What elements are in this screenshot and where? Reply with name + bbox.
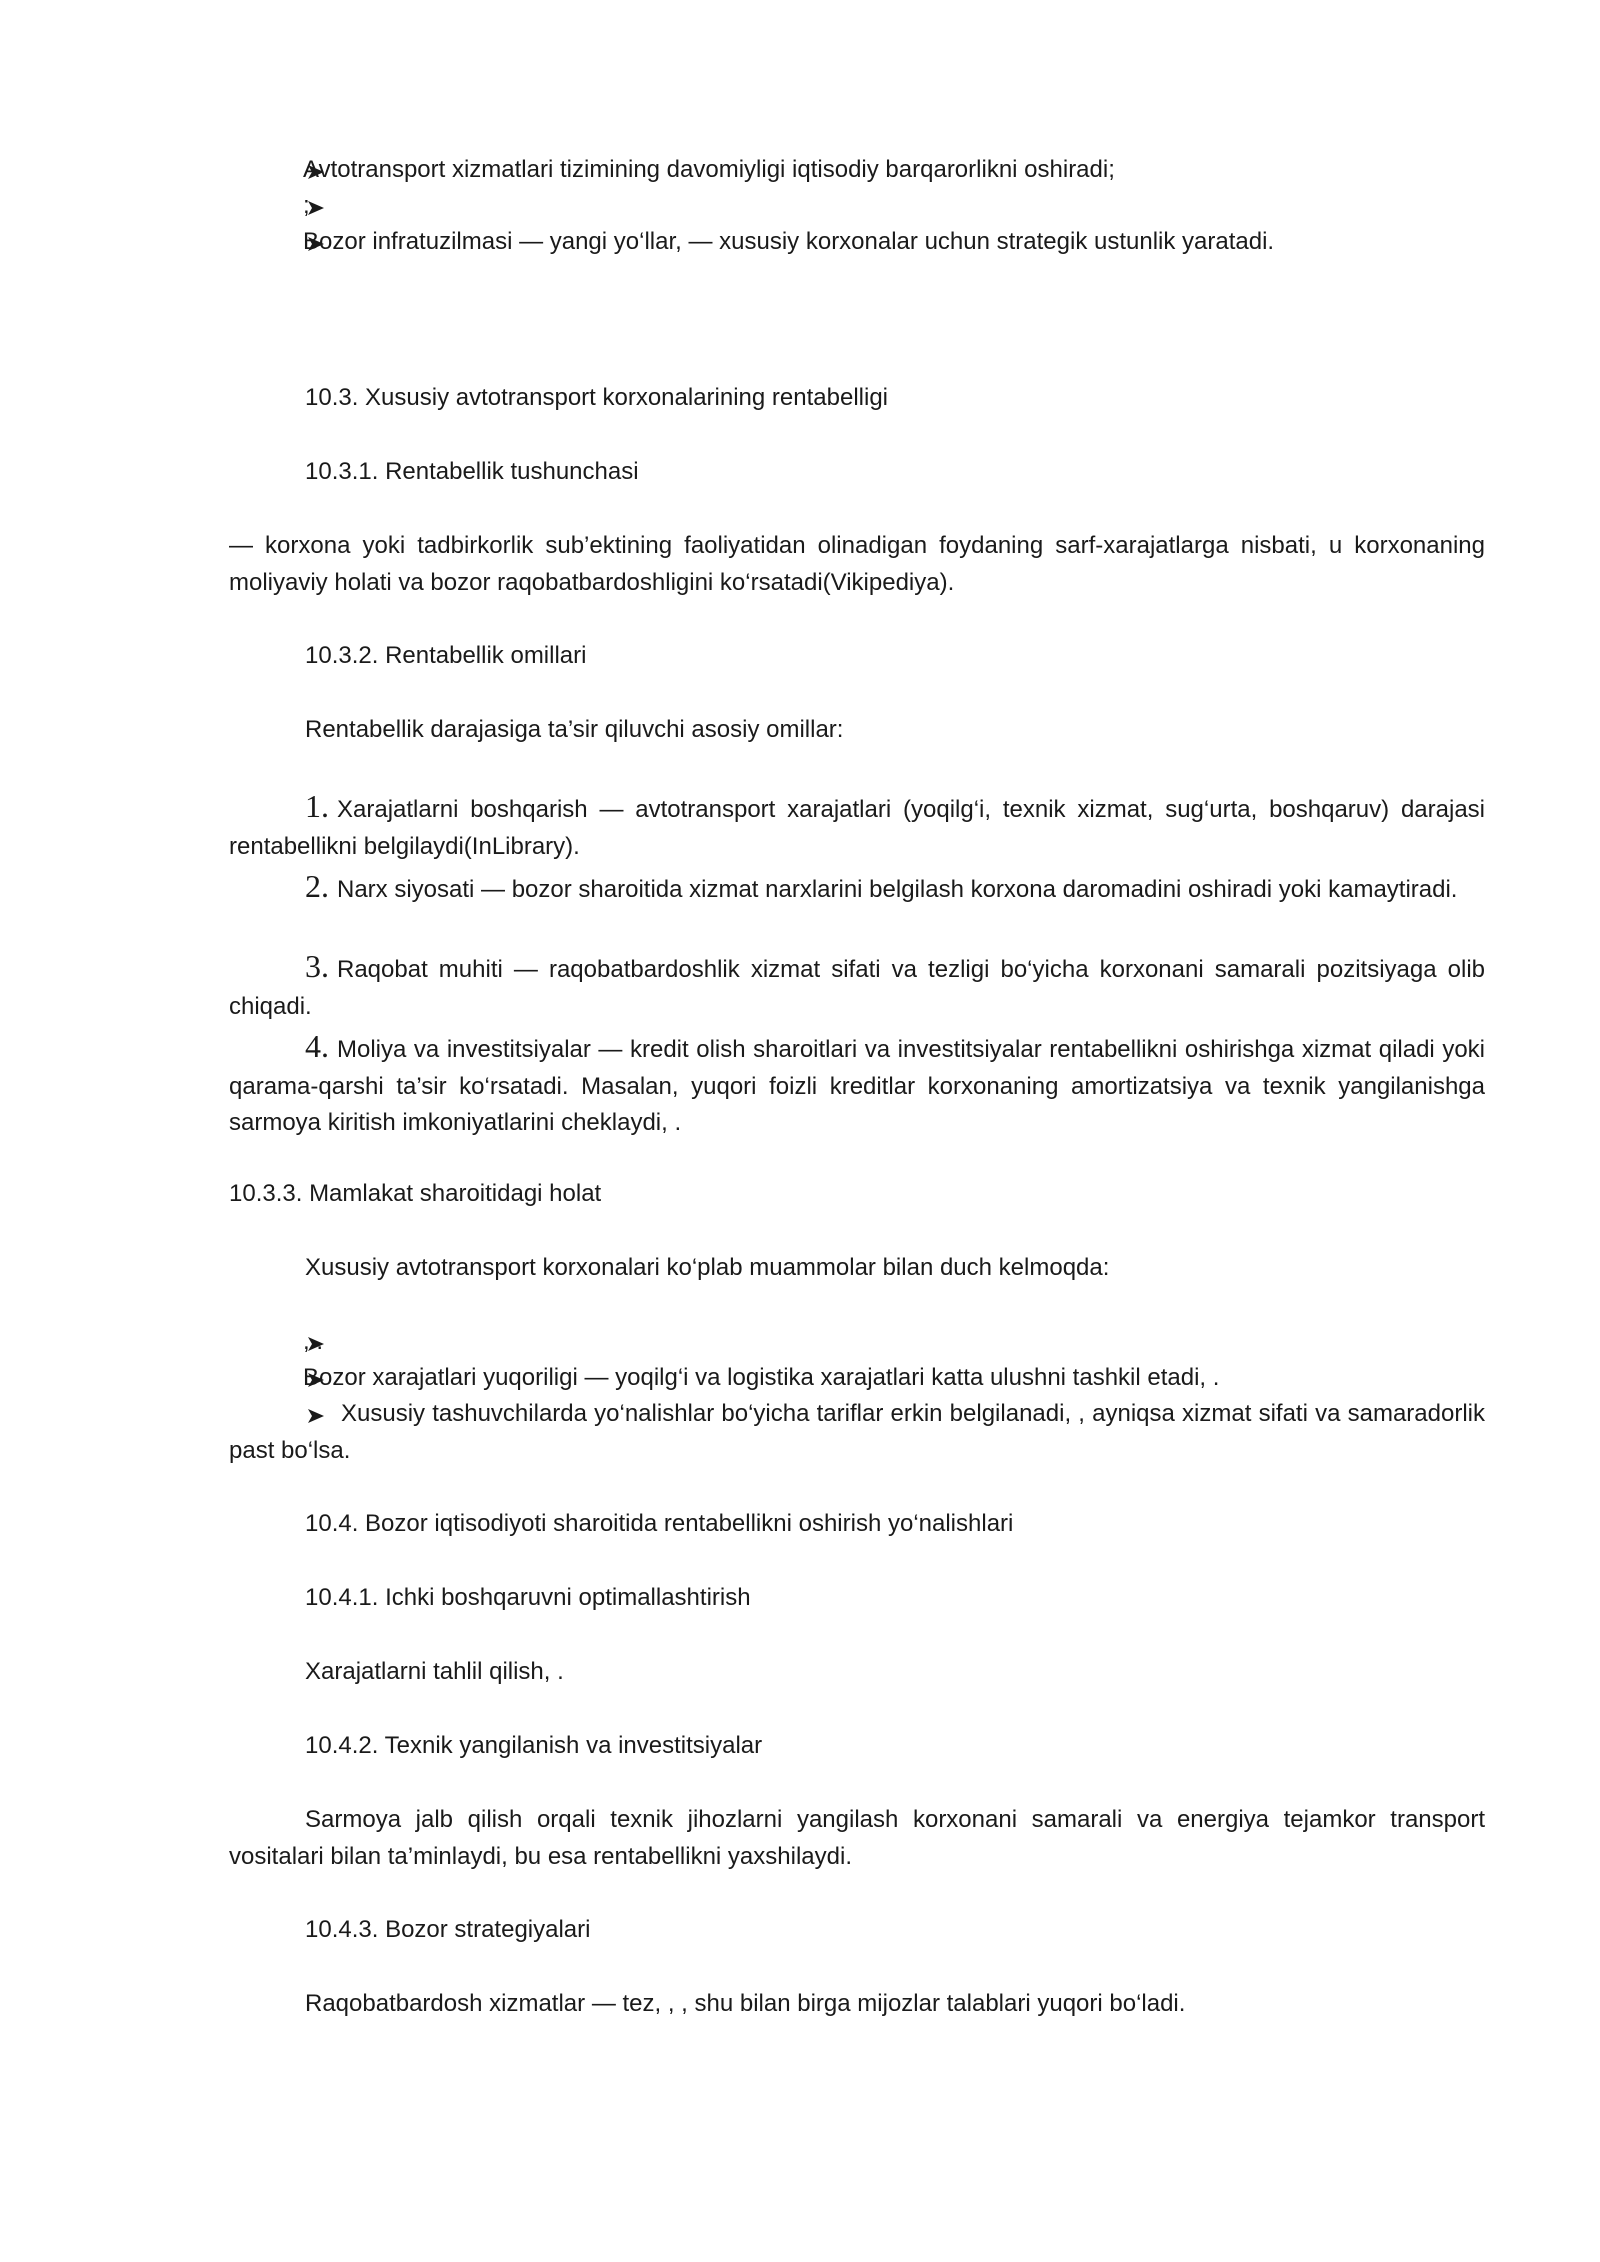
section-heading-10-3: 10.3. Xususiy avtotransport korxonalarining rentabelligi <box>305 384 888 411</box>
definition-paragraph: — korxona yoki tadbirkorlik sub’ektining faoliyatidan olinadigan foydaning sarf-xarajatlarga nisbati, u korxonaning moliyaviy holati va bozor raqobatbardoshligini ko‘rsatadi(Vikipediya). <box>229 532 1485 596</box>
strategy-paragraph: Raqobatbardosh xizmatlar — tez, , , shu bilan birga mijozlar talablari yuqori bo‘ladi. <box>305 1990 1186 2017</box>
factor-number: 1. <box>305 788 329 824</box>
costs-paragraph: Xarajatlarni tahlil qilish, . <box>305 1658 564 1685</box>
tech-paragraph: Sarmoya jalb qilish orqali texnik jihozlarni yangilash korxonani samarali va energiya tejamkor transport vositalari bilan ta’minlaydi, bu esa rentabellikni yaxshilaydi. <box>229 1806 1485 1870</box>
section-heading-10-3-2: 10.3.2. Rentabellik omillari <box>305 642 587 669</box>
section-heading-10-4-3: 10.4.3. Bozor strategiyalari <box>305 1916 591 1943</box>
bullet-item: , . <box>303 1328 324 1355</box>
bullet-item: Bozor xarajatlari yuqoriligi — yoqilg‘i va logistika xarajatlari katta ulushni tashkil etadi, . <box>303 1364 1220 1391</box>
factor-number: 3. <box>305 948 329 984</box>
section-heading-10-3-3: 10.3.3. Mamlakat sharoitidagi holat <box>229 1180 602 1207</box>
section-heading-10-4-1: 10.4.1. Ichki boshqaruvni optimallashtirish <box>305 1584 751 1611</box>
factor-item <box>229 1028 1485 1142</box>
factor-number: 4. <box>305 1028 329 1064</box>
section-heading-10-4-2: 10.4.2. Texnik yangilanish va investitsiyalar <box>305 1732 763 1759</box>
factor-text: Moliya va investitsiyalar — kredit olish sharoitlari va investitsiyalar rentabellikni oshirishga xizmat qiladi yoki qarama-qarshi ta’sir ko‘rsatadi. Masalan, yuqori foizli kreditlar korxonaning amortizatsiya va texnik yangilanishga sarmoya kiritish imkoniyatlarini cheklaydi, . <box>229 1036 1485 1136</box>
factor-text: Xarajatlarni boshqarish — avtotransport xarajatlari (yoqilg‘i, texnik xizmat, sug‘urta, boshqaruv) darajasi rentabellikni belgilaydi(InLibrary). <box>229 796 1485 860</box>
factor-item <box>229 948 1485 1025</box>
bullet-item: Avtotransport xizmatlari tizimining davomiyligi iqtisodiy barqarorlikni oshiradi; <box>303 156 1115 183</box>
bullet-item: Bozor infratuzilmasi — yangi yo‘llar, — xususiy korxonalar uchun strategik ustunlik yaratadi. <box>303 228 1275 255</box>
bullet-item: ; <box>303 192 310 219</box>
factor-item <box>229 868 1485 909</box>
section-heading-10-3-1: 10.3.1. Rentabellik tushunchasi <box>305 458 639 485</box>
bullet-item: Xususiy tashuvchilarda yo‘nalishlar bo‘yicha tariflar erkin belgilanadi, , ayniqsa xizmat sifati va samaradorlik past bo‘lsa. <box>229 1400 1485 1464</box>
factor-number: 2. <box>305 868 329 904</box>
section-heading-10-4: 10.4. Bozor iqtisodiyoti sharoitida rentabellikni oshirish yo‘nalishlari <box>305 1510 1014 1537</box>
factor-text: Raqobat muhiti — raqobatbardoshlik xizmat sifati va tezligi bo‘yicha korxonani samarali pozitsiyaga olib chiqadi. <box>229 956 1485 1020</box>
factor-item <box>229 788 1485 865</box>
problems-intro: Xususiy avtotransport korxonalari ko‘plab muammolar bilan duch kelmoqda: <box>305 1254 1110 1281</box>
factors-intro: Rentabellik darajasiga ta’sir qiluvchi asosiy omillar: <box>305 716 844 743</box>
factor-text: Narx siyosati — bozor sharoitida xizmat narxlarini belgilash korxona daromadini oshiradi yoki kamaytiradi. <box>337 876 1458 903</box>
